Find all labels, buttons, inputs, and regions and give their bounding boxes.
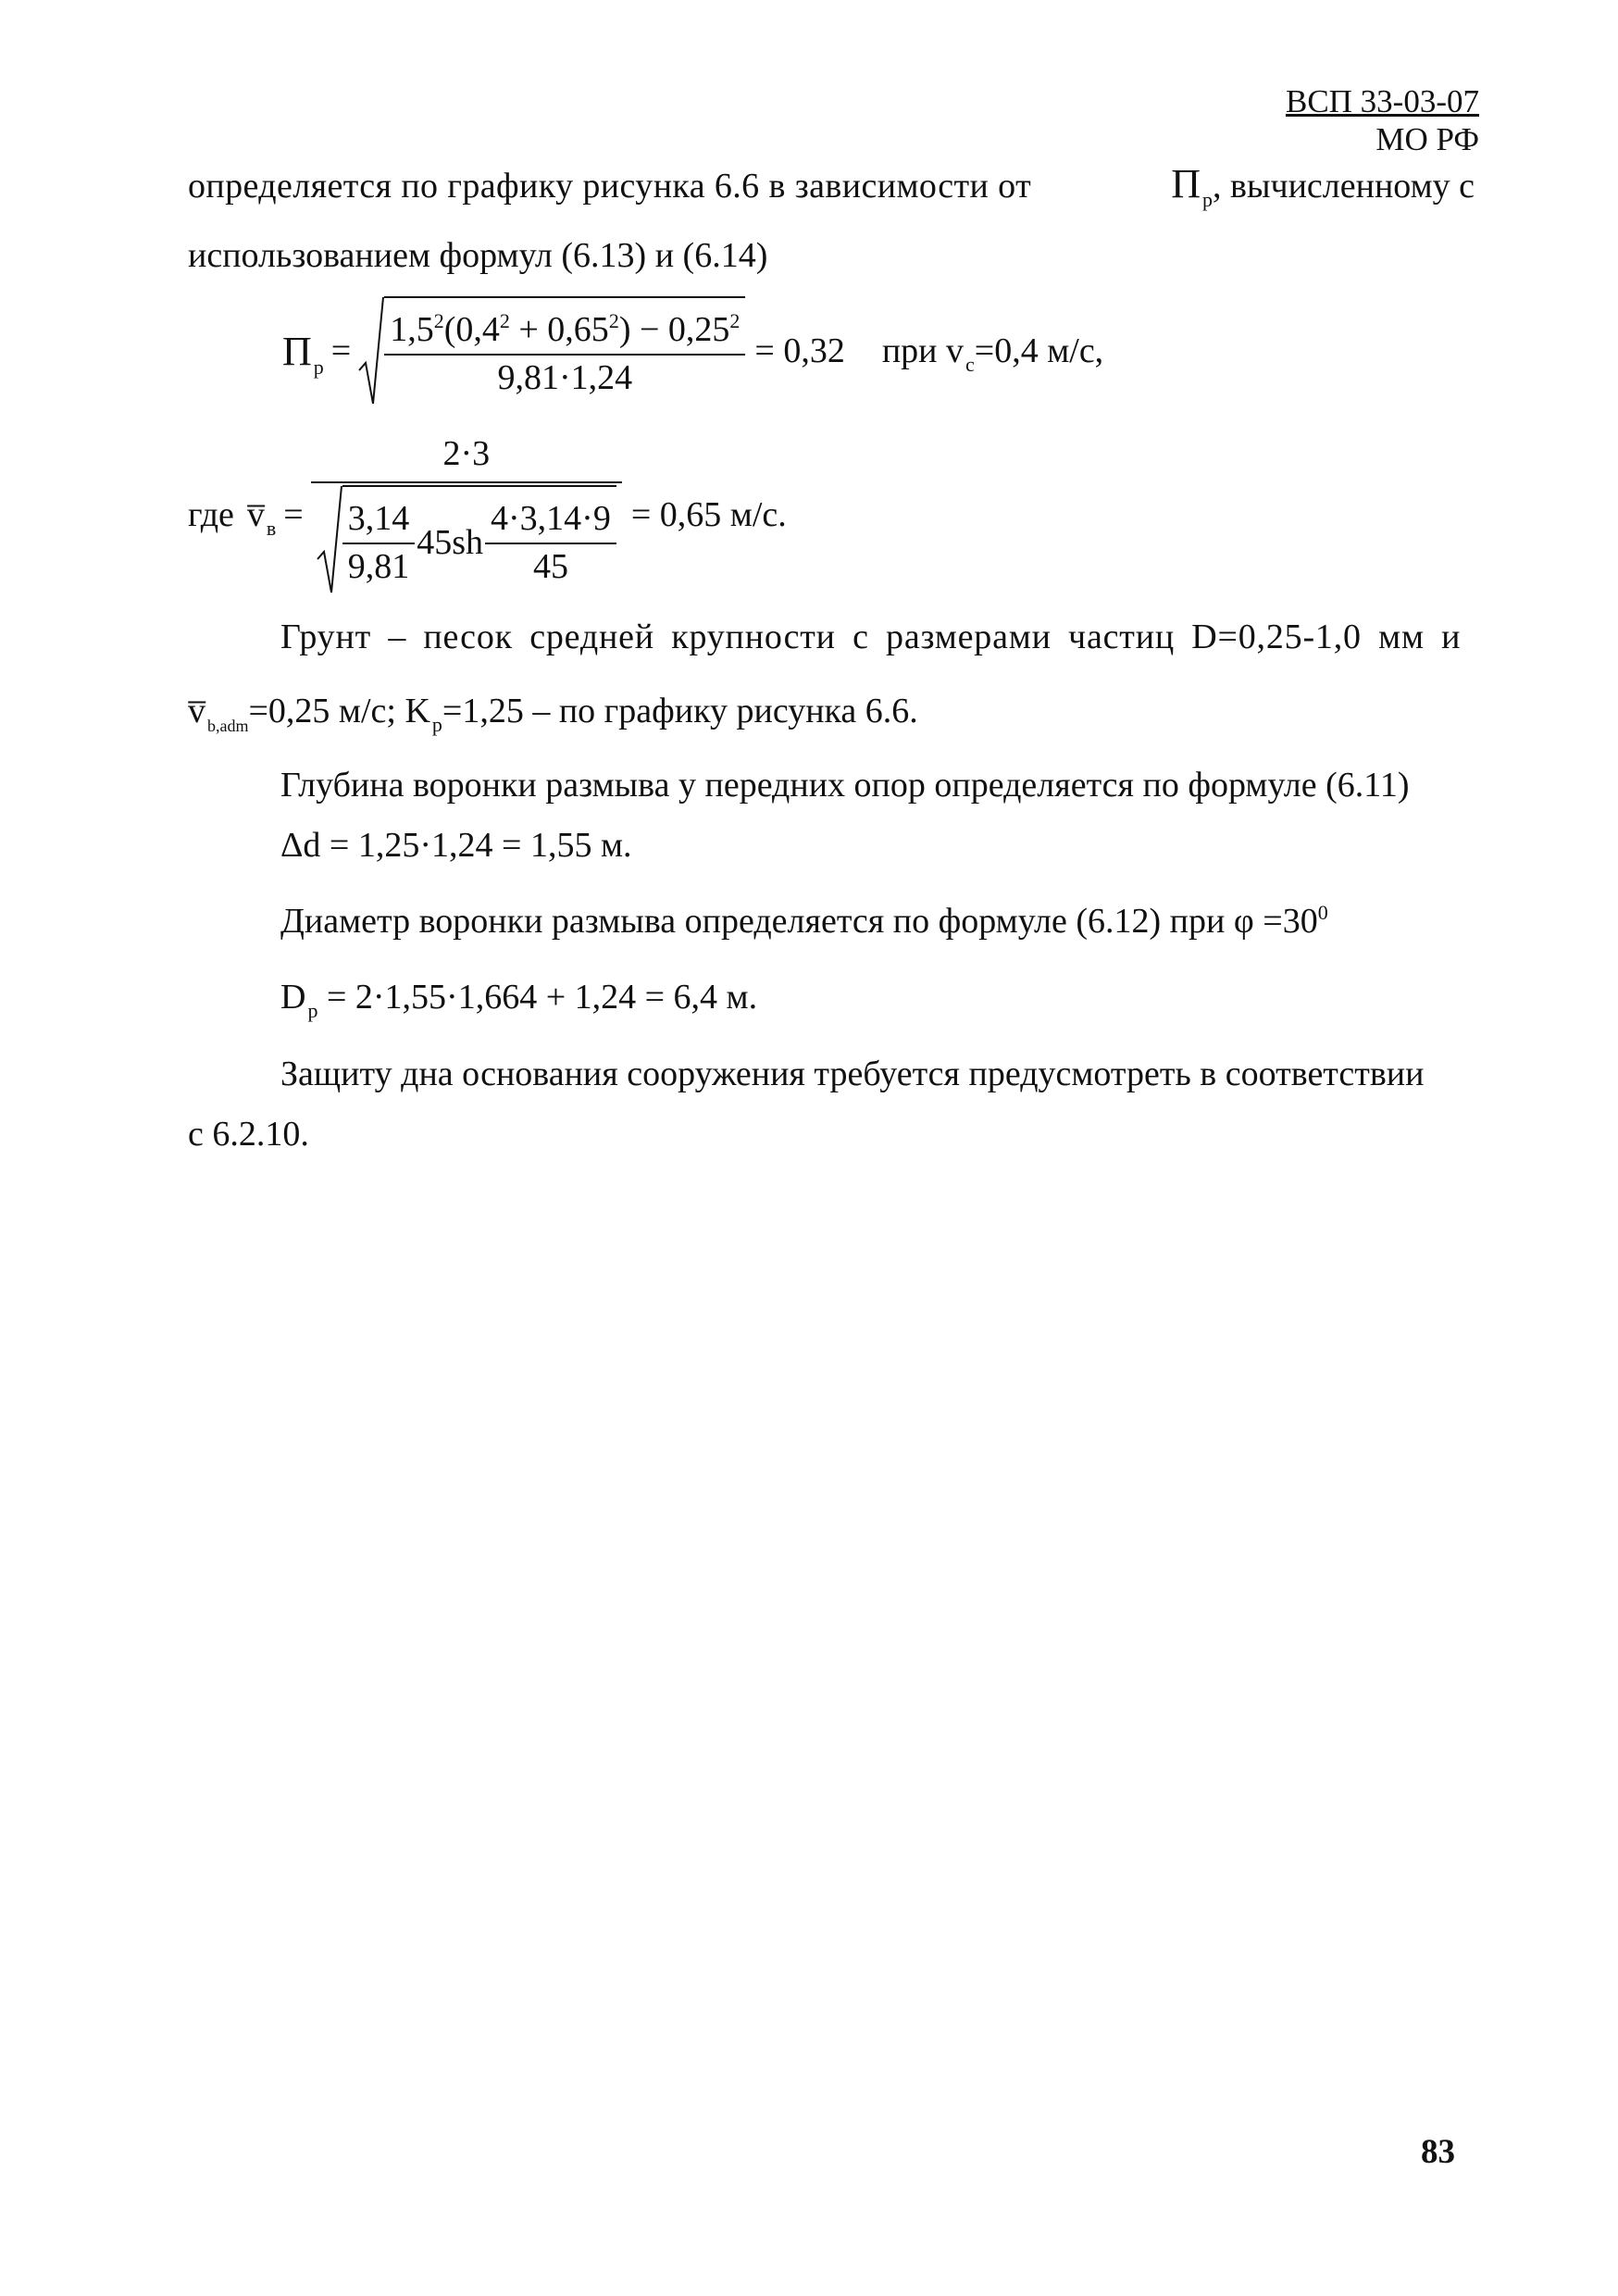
f2-fraction: [311, 435, 622, 596]
paragraph-1-line-1: [188, 161, 1475, 211]
f1-result: = 0,32: [754, 331, 845, 371]
page-number: 83: [1421, 2133, 1455, 2171]
sqrt-sign-icon: [358, 296, 384, 407]
formula-delta-d: Δd = 1,25·1,24 = 1,55 м.: [280, 826, 632, 865]
f2-result: = 0,65 м/с.: [630, 495, 787, 534]
f1-lhs: $П_р$: [282, 328, 324, 379]
paragraph-2-line-2: v̅ $_{b,adm}$=0,25 м/с; $K_p=1,25$ – по графику рисунка 6.6.: [188, 692, 918, 736]
document-code: ВСП 33-03-07: [1285, 83, 1479, 119]
paragraph-5-line-2: с 6.2.10.: [188, 1115, 309, 1154]
f2-numerator: 2·3: [442, 434, 491, 473]
sqrt-sign-icon: [317, 485, 342, 596]
formula-d-p: $D_р = 2\cdot 1,55\cdot 1,664 + 1,24 = 6,4$ м.: [280, 978, 758, 1022]
paragraph-3: Глубина воронки размыва у передних опор определяется по формуле (6.11): [280, 766, 1410, 805]
p1-text-before: определяется по графику рисунка 6.6 в зависимости от: [188, 167, 1032, 206]
document-header: [1286, 85, 1479, 156]
paragraph-5-line-1: Защиту дна основания сооружения требуется предусмотреть в соответствии: [280, 1054, 1425, 1093]
f2-lhs: $v̅_в$: [246, 495, 277, 540]
f2-sqrt: $\frac{3,14}{9,81}$ 45sh $\frac{4\cdot 3,14\cdot 9}{45}$: [317, 485, 616, 596]
f1-condition: при $v_с=0,4$ м/с,: [881, 331, 1104, 377]
f2-denominator: [311, 481, 622, 596]
paragraph-4: Диаметр воронки размыва определяется по формуле (6.12) при $\varphi =30^0$: [280, 901, 1328, 941]
formula-v-b: где $v̅_в$ = 2·3 $\frac{3,14}{9,81}$ 45sh $\frac{4\cdot 3,14\cdot 9}{45}$ = 0,65 м/с.: [188, 435, 787, 596]
document-org: МО РФ: [1375, 121, 1479, 157]
paragraph-1-line-2: использованием формул (6.13) и (6.14): [188, 236, 768, 275]
f1-denominator: 9,81·1,24: [384, 354, 745, 398]
f1-numerator: $1,5^2(0,4^2 + 0,65^2) - 0,25^2$: [390, 309, 741, 350]
f1-sqrt: [358, 296, 745, 407]
p1-symbol: $П_р$, вычисленному с: [1171, 161, 1475, 211]
formula-pi-p: $П_р$ = $\frac{1,5^2(0,4^2 + 0,65^2) - 0,25^2}{9,81\cdot 1,24}$ = 0,32 при $v_с=0,4$ м/с,: [282, 296, 1103, 407]
paragraph-2-line-1: Грунт – песок средней крупности с размерами частиц D=0,25-1,0 мм и: [280, 618, 1462, 656]
f1-fraction: [384, 311, 745, 398]
